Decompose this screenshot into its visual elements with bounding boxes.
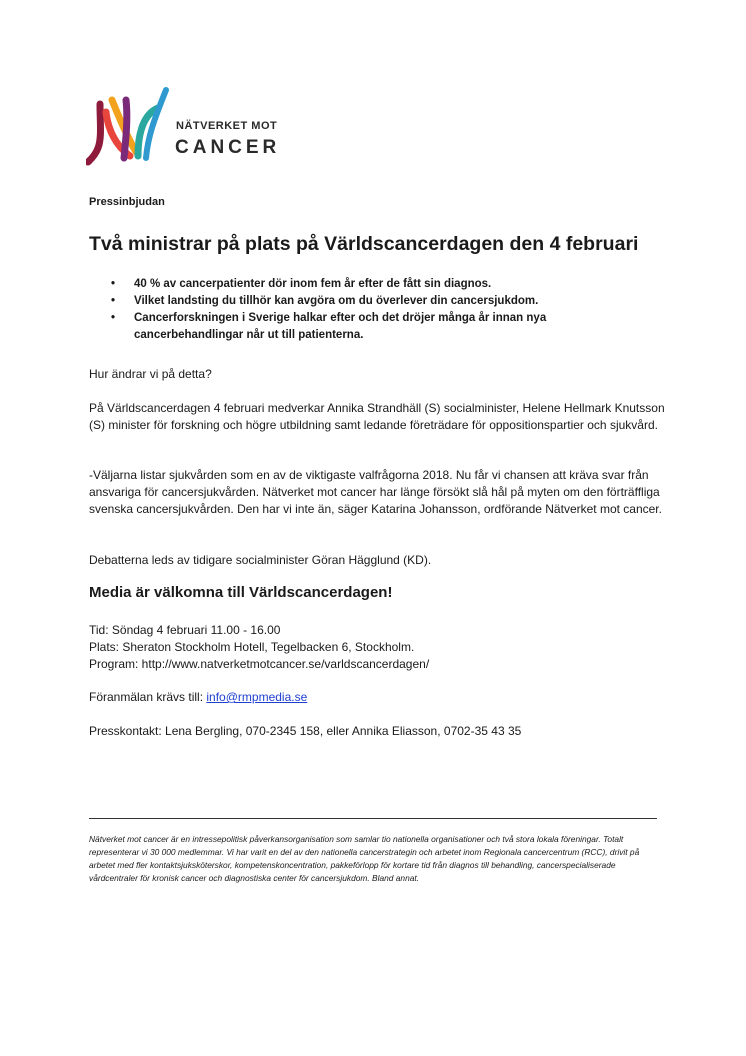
logo-name-line2: CANCER xyxy=(175,137,281,158)
document-title: Två ministrar på plats på Världscancerdagen den 4 februari xyxy=(89,233,639,255)
footer-about-text: Nätverket mot cancer är en intressepolitisk påverkansorganisation som samlar tio nationella organisationer och två stora lokala föreningar. Totalt representerar vi 30 000 medlemmar. Vi har varit en del av den nationella cancerstrategin och arbetet inom Regionala cancercentrum (RCC), drivit på arbetet med fler kontaktsjuksköterskor, kompetenskoncentration, pakkeförlopp för kortare tid från diagnos till behandling, cancerspecialiserade vårdcentraler för kronisk cancer och diagnostiska center för cancersjukdom. Bland annat. xyxy=(89,834,640,883)
registration-line xyxy=(89,689,679,706)
key-point-item: • Cancerforskningen i Sverige halkar efter och det dröjer många år innan nya cancerbehandlingar når ut till patienterna. xyxy=(89,310,609,344)
footer-divider xyxy=(89,818,657,819)
registration-label: Föranmälan krävs till: xyxy=(89,690,207,704)
organization-logo xyxy=(86,86,281,176)
document-label: Pressinbjudan xyxy=(89,196,165,208)
event-time: Tid: Söndag 4 februari 11.00 - 16.00 xyxy=(89,623,281,637)
media-subheading: Media är välkomna till Världscancerdagen! xyxy=(89,584,393,601)
key-point-item: • 40 % av cancerpatienter dör inom fem år efter de fått sin diagnos. xyxy=(89,276,609,293)
logo-mark-icon xyxy=(86,86,170,176)
event-place: Plats: Sheraton Stockholm Hotell, Tegelbacken 6, Stockholm. xyxy=(89,640,415,654)
quote-paragraph: -Väljarna listar sjukvården som en av de viktigaste valfrågorna 2018. Nu får vi chansen att kräva svar från ansvariga för cancersjukvården. Nätverket mot cancer har länge försökt slå hål på myten om den förträffliga svenska cancersjukvården. Den har vi inte än, säger Katarina Johansson, ordförande Nätverket mot cancer. xyxy=(89,468,662,516)
moderator-paragraph: Debatterna leds av tidigare socialminister Göran Hägglund (KD). xyxy=(89,553,432,567)
question-paragraph: Hur ändrar vi på detta? xyxy=(89,367,212,381)
logo-name-line1: NÄTVERKET MOT xyxy=(176,120,278,132)
registration-email-link[interactable]: info@rmpmedia.se xyxy=(206,690,308,704)
press-contact: Presskontakt: Lena Bergling, 070-2345 158, eller Annika Eliasson, 0702-35 43 35 xyxy=(89,724,522,738)
key-point-item: • Vilket landsting du tillhör kan avgöra om du överlever din cancersjukdom. xyxy=(89,293,609,310)
event-details xyxy=(89,622,679,673)
intro-paragraph: På Världscancerdagen 4 februari medverkar Annika Strandhäll (S) socialminister, Helene Hellmark Knutsson (S) minister för forskning och högre utbildning samt ledande företrädare för oppositionspartier och sjukvård. xyxy=(89,401,665,432)
event-program: Program: http://www.natverketmotcancer.se/varldscancerdagen/ xyxy=(89,657,430,671)
key-points-list xyxy=(89,276,609,344)
